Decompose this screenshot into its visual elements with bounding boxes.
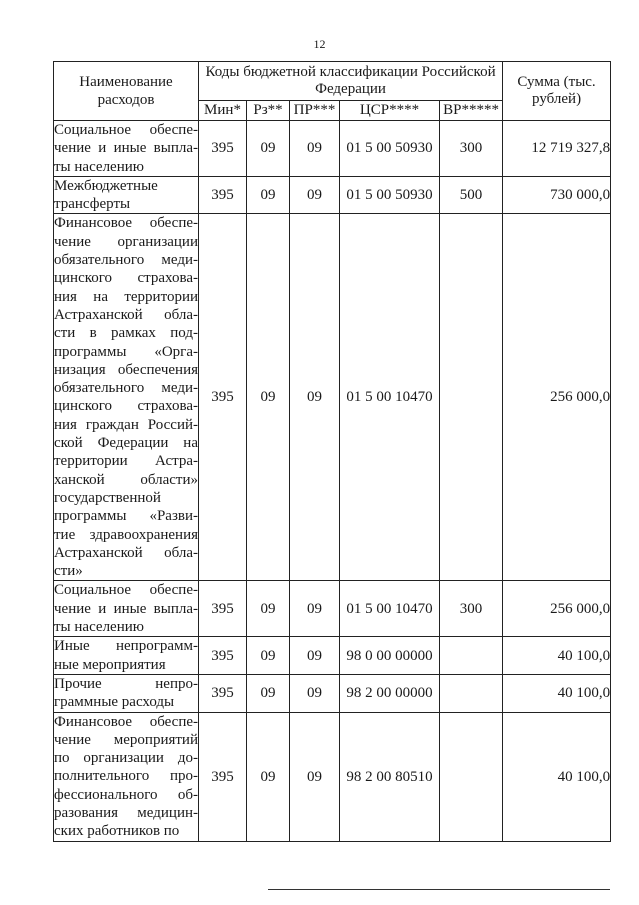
table-row	[54, 637, 611, 675]
row-vr	[440, 214, 503, 581]
header-codes-group: Коды бюджетной классификации Российской Федерации	[199, 62, 503, 101]
row-csr: 98 0 00 00000	[340, 637, 440, 675]
header-code-rz: Рз**	[247, 101, 290, 121]
row-vr	[440, 637, 503, 675]
row-vr: 300	[440, 581, 503, 637]
row-csr: 01 5 00 50930	[340, 176, 440, 214]
budget-table	[53, 61, 611, 842]
row-name: Социальное обеспе-чение и иные выпла-ты населению	[54, 122, 198, 175]
row-sum: 40 100,0	[503, 637, 611, 675]
row-vr	[440, 674, 503, 712]
row-pr: 09	[290, 637, 340, 675]
row-vr	[440, 712, 503, 841]
row-rz: 09	[247, 214, 290, 581]
row-min: 395	[199, 581, 247, 637]
page-number: 12	[313, 37, 326, 51]
row-name: Социальное обеспе-чение и иные выпла-ты населению	[54, 582, 198, 636]
row-pr: 09	[290, 121, 340, 177]
row-pr: 09	[290, 712, 340, 841]
table-row	[54, 674, 611, 712]
row-csr: 01 5 00 50930	[340, 121, 440, 177]
row-pr: 09	[290, 214, 340, 581]
header-name: Наименование расходов	[54, 62, 199, 121]
table-row	[54, 121, 611, 177]
row-csr: 98 2 00 00000	[340, 674, 440, 712]
row-rz: 09	[247, 581, 290, 637]
header-code-vr: ВР*****	[440, 101, 503, 121]
row-min: 395	[199, 176, 247, 214]
table-row	[54, 214, 611, 581]
row-sum: 40 100,0	[503, 674, 611, 712]
row-csr: 98 2 00 80510	[340, 712, 440, 841]
row-sum: 730 000,0	[503, 176, 611, 214]
row-min: 395	[199, 712, 247, 841]
row-rz: 09	[247, 637, 290, 675]
row-vr: 500	[440, 176, 503, 214]
row-name: Финансовое обеспе-чение мероприятий по организации до-полнительного про-фессионального об-разования медицин-ских работников по	[54, 713, 198, 840]
row-pr: 09	[290, 674, 340, 712]
row-name: Прочие непро-граммные расходы	[54, 675, 198, 711]
row-sum: 40 100,0	[503, 712, 611, 841]
row-min: 395	[199, 637, 247, 675]
row-pr: 09	[290, 581, 340, 637]
row-name: Иные непрограмм-ные мероприятия	[54, 638, 198, 673]
row-rz: 09	[247, 176, 290, 214]
row-sum: 256 000,0	[503, 581, 611, 637]
header-code-pr: ПР***	[290, 101, 340, 121]
row-csr: 01 5 00 10470	[340, 214, 440, 581]
row-sum: 12 719 327,8	[503, 121, 611, 177]
row-rz: 09	[247, 712, 290, 841]
table-row	[54, 176, 611, 214]
row-name: Межбюджетные трансферты	[54, 176, 199, 214]
row-pr: 09	[290, 176, 340, 214]
bottom-rule	[268, 889, 610, 890]
row-min: 395	[199, 121, 247, 177]
table-row	[54, 581, 611, 637]
row-min: 395	[199, 674, 247, 712]
row-min: 395	[199, 214, 247, 581]
row-name: Финансовое обеспе-чение организации обязательного меди-цинского страхова-ния на территории Астраханской обла-сти в рамках под-программы «Орга-низация обеспечения обязательного меди-цинского страхова-ния граждан Россий-ской Федерации на территории Астра-ханской области» государственной программы «Разви-тие здравоохранения Астраханской обла-сти»	[54, 215, 198, 580]
row-rz: 09	[247, 674, 290, 712]
header-sum: Сумма (тыс. рублей)	[503, 62, 611, 121]
row-sum: 256 000,0	[503, 214, 611, 581]
header-code-csr: ЦСР****	[340, 101, 440, 121]
row-rz: 09	[247, 121, 290, 177]
table-row	[54, 712, 611, 841]
row-vr: 300	[440, 121, 503, 177]
header-code-min: Мин*	[199, 101, 247, 121]
row-csr: 01 5 00 10470	[340, 581, 440, 637]
